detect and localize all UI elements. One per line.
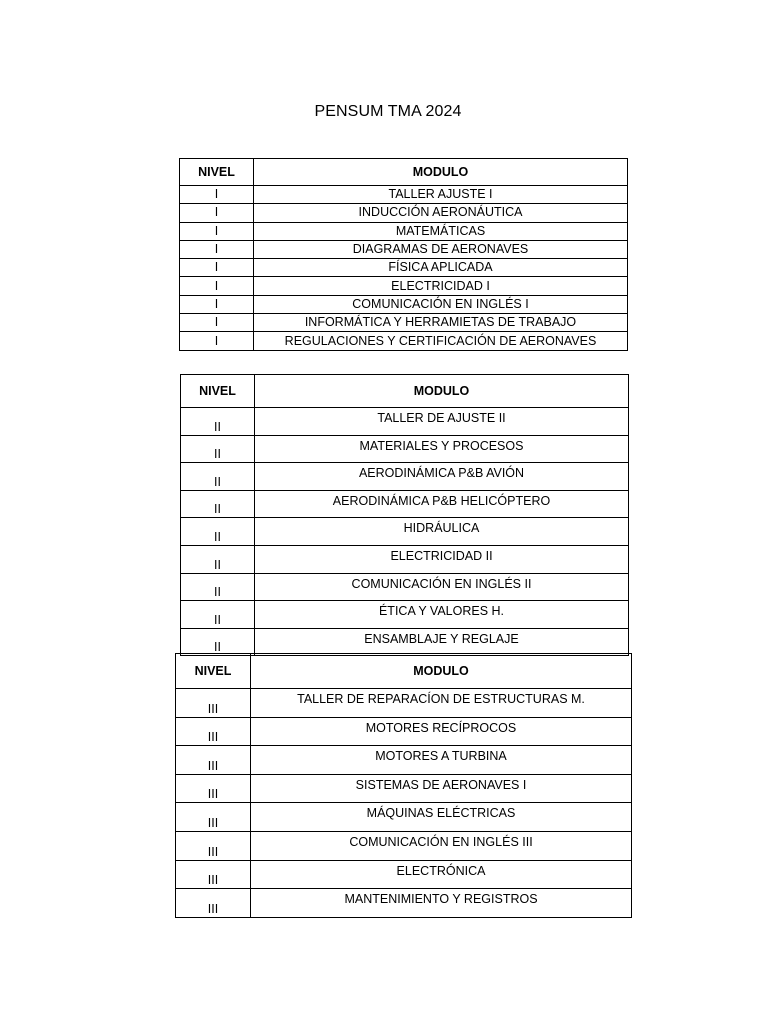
table-row: [180, 277, 628, 295]
modulo-cell: ÉTICA Y VALORES H.: [255, 601, 629, 629]
table-row: [176, 746, 632, 775]
column-header-nivel: NIVEL: [176, 654, 251, 689]
table-row: [181, 601, 629, 629]
nivel-cell: III: [176, 831, 251, 860]
nivel-cell: II: [181, 573, 255, 601]
nivel-cell: II: [181, 463, 255, 491]
modulo-cell: FÍSICA APLICADA: [254, 259, 628, 277]
nivel-cell: II: [181, 518, 255, 546]
nivel-cell: I: [180, 186, 254, 204]
nivel-cell: III: [176, 860, 251, 889]
modulo-cell: DIAGRAMAS DE AERONAVES: [254, 240, 628, 258]
modulo-cell: ELECTRÓNICA: [251, 860, 632, 889]
modulo-cell: COMUNICACIÓN EN INGLÉS I: [254, 295, 628, 313]
table-row: [176, 717, 632, 746]
modulo-cell: ENSAMBLAJE Y REGLAJE: [255, 628, 629, 656]
nivel-cell: II: [181, 408, 255, 436]
pensum-table-nivel-3: [175, 653, 632, 918]
nivel-cell: III: [176, 689, 251, 718]
table-header-row: [176, 654, 632, 689]
table-row: [180, 314, 628, 332]
modulo-cell: INDUCCIÓN AERONÁUTICA: [254, 204, 628, 222]
table-row: [176, 889, 632, 918]
modulo-cell: ELECTRICIDAD II: [255, 545, 629, 573]
nivel-cell: II: [181, 435, 255, 463]
pensum-table-nivel-2: [180, 374, 629, 656]
modulo-cell: MATERIALES Y PROCESOS: [255, 435, 629, 463]
modulo-cell: TALLER AJUSTE I: [254, 186, 628, 204]
nivel-cell: I: [180, 295, 254, 313]
table-row: [180, 295, 628, 313]
nivel-cell: II: [181, 490, 255, 518]
table-row: [180, 204, 628, 222]
table-row: [176, 860, 632, 889]
modulo-cell: ELECTRICIDAD I: [254, 277, 628, 295]
nivel-cell: I: [180, 259, 254, 277]
modulo-cell: SISTEMAS DE AERONAVES I: [251, 774, 632, 803]
table-row: [181, 435, 629, 463]
page-title: PENSUM TMA 2024: [314, 103, 462, 120]
table-row: [180, 186, 628, 204]
table-row: [176, 831, 632, 860]
table-row: [181, 490, 629, 518]
modulo-cell: AERODINÁMICA P&B AVIÓN: [255, 463, 629, 491]
nivel-cell: I: [180, 314, 254, 332]
nivel-cell: III: [176, 774, 251, 803]
table-row: [181, 545, 629, 573]
column-header-nivel: NIVEL: [181, 375, 255, 408]
modulo-cell: TALLER DE REPARACÍON DE ESTRUCTURAS M.: [251, 689, 632, 718]
table-row: [180, 259, 628, 277]
modulo-cell: MÁQUINAS ELÉCTRICAS: [251, 803, 632, 832]
nivel-cell: II: [181, 545, 255, 573]
table-row: [181, 518, 629, 546]
modulo-cell: TALLER DE AJUSTE II: [255, 408, 629, 436]
table-row: [180, 332, 628, 350]
modulo-cell: COMUNICACIÓN EN INGLÉS III: [251, 831, 632, 860]
modulo-cell: INFORMÁTICA Y HERRAMIETAS DE TRABAJO: [254, 314, 628, 332]
nivel-cell: II: [181, 628, 255, 656]
table-row: [181, 463, 629, 491]
nivel-cell: I: [180, 222, 254, 240]
nivel-cell: III: [176, 746, 251, 775]
modulo-cell: MOTORES RECÍPROCOS: [251, 717, 632, 746]
column-header-modulo: MODULO: [251, 654, 632, 689]
nivel-cell: II: [181, 601, 255, 629]
nivel-cell: III: [176, 889, 251, 918]
table-row: [181, 573, 629, 601]
pensum-table-nivel-1: [179, 158, 628, 351]
table-row: [176, 689, 632, 718]
nivel-cell: I: [180, 277, 254, 295]
modulo-cell: REGULACIONES Y CERTIFICACIÓN DE AERONAVES: [254, 332, 628, 350]
table-row: [181, 628, 629, 656]
table-row: [180, 240, 628, 258]
nivel-cell: I: [180, 204, 254, 222]
table-row: [181, 408, 629, 436]
modulo-cell: MOTORES A TURBINA: [251, 746, 632, 775]
modulo-cell: HIDRÁULICA: [255, 518, 629, 546]
table-body: [181, 408, 629, 656]
nivel-cell: I: [180, 240, 254, 258]
modulo-cell: MATEMÁTICAS: [254, 222, 628, 240]
modulo-cell: AERODINÁMICA P&B HELICÓPTERO: [255, 490, 629, 518]
table-header-row: [181, 375, 629, 408]
nivel-cell: III: [176, 717, 251, 746]
column-header-nivel: NIVEL: [180, 159, 254, 186]
table-row: [176, 774, 632, 803]
table-row: [180, 222, 628, 240]
table-body: [176, 689, 632, 918]
nivel-cell: III: [176, 803, 251, 832]
column-header-modulo: MODULO: [254, 159, 628, 186]
modulo-cell: COMUNICACIÓN EN INGLÉS II: [255, 573, 629, 601]
table-body: [180, 186, 628, 351]
modulo-cell: MANTENIMIENTO Y REGISTROS: [251, 889, 632, 918]
table-row: [176, 803, 632, 832]
nivel-cell: I: [180, 332, 254, 350]
column-header-modulo: MODULO: [255, 375, 629, 408]
table-header-row: [180, 159, 628, 186]
